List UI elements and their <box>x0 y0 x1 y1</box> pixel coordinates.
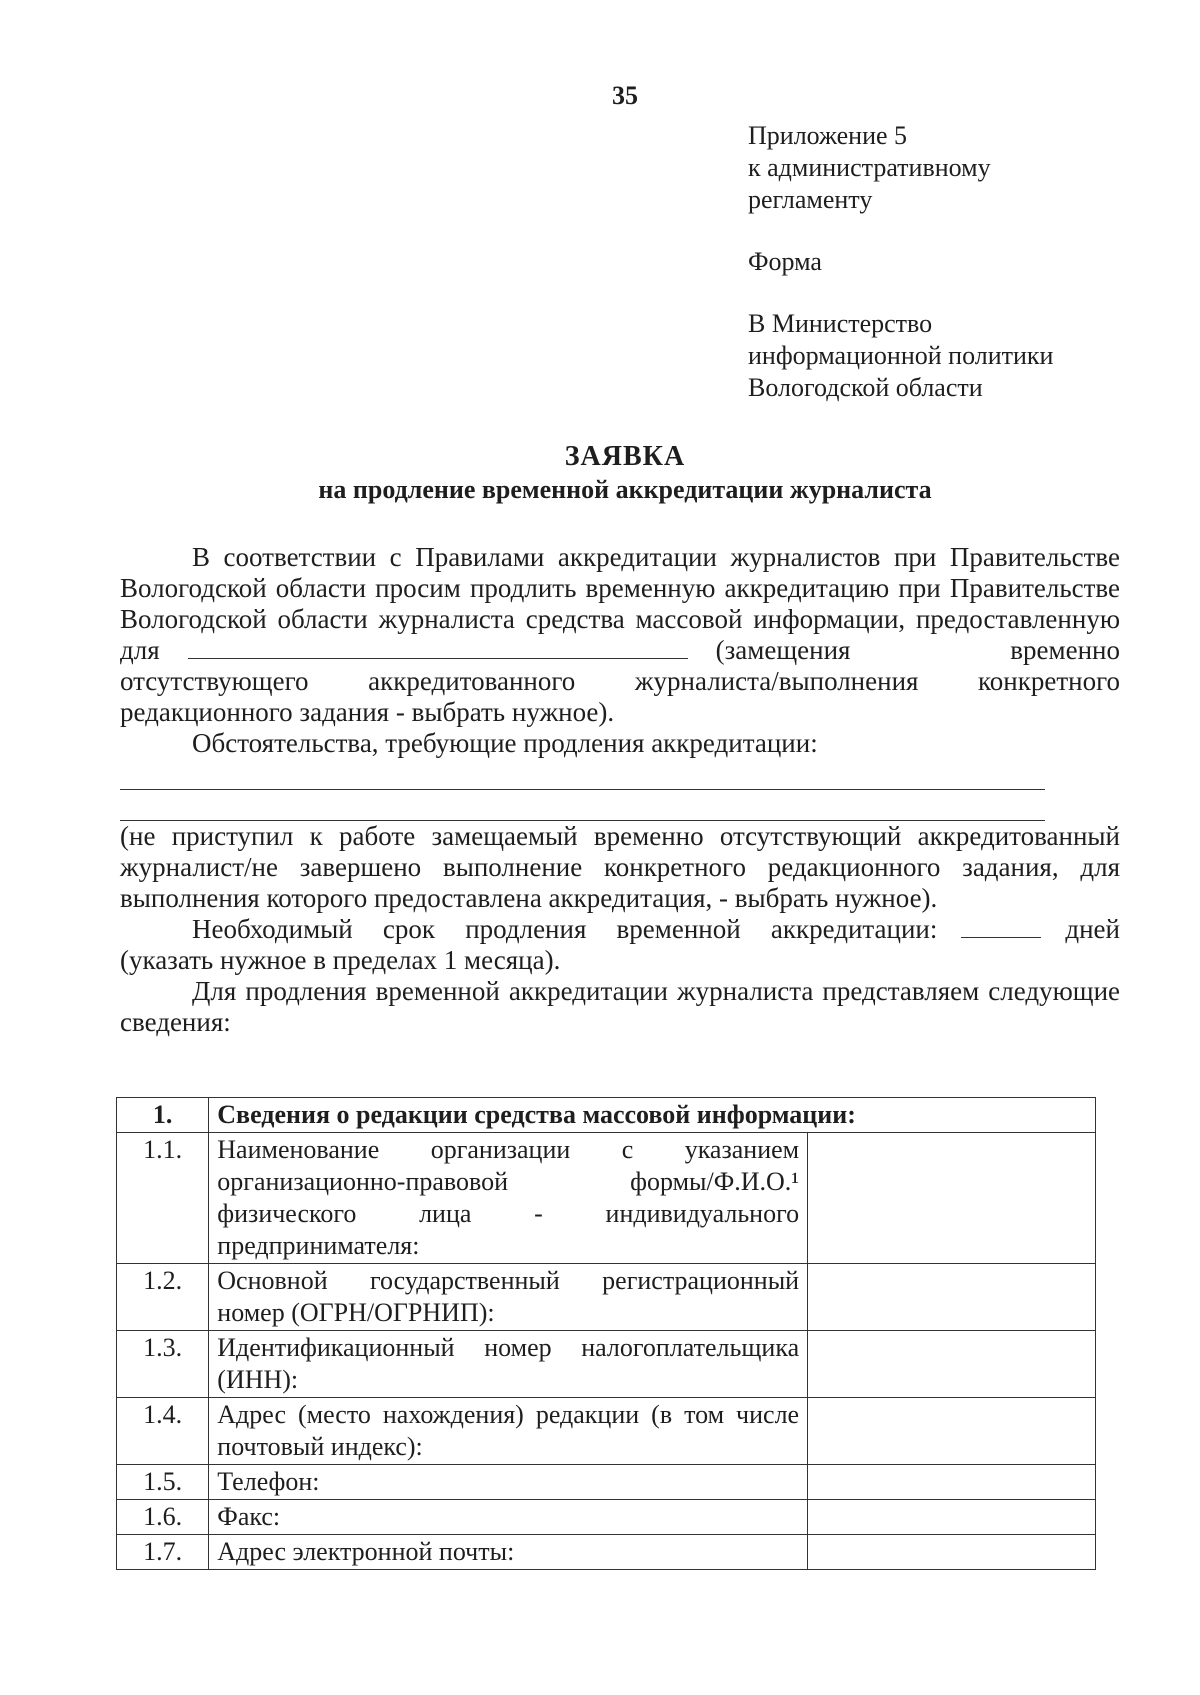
table-cell-value[interactable] <box>808 1398 1096 1465</box>
table-row <box>117 1500 1096 1535</box>
page-number: 35 <box>612 81 638 110</box>
circumstances-blank-line[interactable] <box>120 759 1045 790</box>
attachment-block <box>748 120 1168 404</box>
media-info-table <box>116 1097 1096 1570</box>
table-cell-num: 1.7. <box>117 1535 209 1570</box>
table-cell-value[interactable] <box>808 1465 1096 1500</box>
table-cell-value[interactable] <box>808 1535 1096 1570</box>
table-cell-num: 1.2. <box>117 1264 209 1331</box>
paragraph-text: В соответствии с Правилами аккредитации журналистов при Правительстве Вологодской области просим продлить временную аккредитацию при Правительстве Вологодской области журналиста средства массовой информации, предоставленную для <box>120 542 1120 665</box>
paragraph-text: (замещения временно отсутствующего аккредитованного журналиста/выполнения конкретного редакционного задания - выбрать нужное). <box>120 635 1120 727</box>
attachment-line: Приложение 5 <box>748 121 908 150</box>
paragraph-info: Для продления временной аккредитации журналиста представляем следующие сведения: <box>120 976 1120 1037</box>
paragraph-circumstances: Обстоятельства, требующие продления аккредитации: <box>192 728 818 758</box>
form-label: Форма <box>748 247 822 276</box>
title-main: ЗАЯВКА <box>564 441 686 472</box>
table-cell-value[interactable] <box>808 1500 1096 1535</box>
attachment-line: к административному <box>748 153 991 182</box>
paragraph-text: Необходимый срок продления временной аккредитации: <box>192 914 938 944</box>
circumstances-blank-line[interactable] <box>120 790 1045 821</box>
paragraph-request <box>120 542 1120 728</box>
table-cell-label: Основной государственный регистрационный номер (ОГРН/ОГРНИП): <box>209 1264 808 1331</box>
table-row <box>117 1398 1096 1465</box>
table-cell-num: 1.5. <box>117 1465 209 1500</box>
table-cell-label: Адрес (место нахождения) редакции (в том числе почтовый индекс): <box>209 1398 808 1465</box>
table-row <box>117 1465 1096 1500</box>
table-cell-num: 1. <box>117 1098 209 1133</box>
table-cell-value[interactable] <box>808 1133 1096 1264</box>
table-cell-header: Сведения о редакции средства массовой информации: <box>209 1098 1096 1133</box>
table-cell-label: Адрес электронной почты: <box>209 1535 808 1570</box>
table-row <box>117 1535 1096 1570</box>
table-row <box>117 1264 1096 1331</box>
table-cell-value[interactable] <box>808 1331 1096 1398</box>
table-cell-num: 1.1. <box>117 1133 209 1264</box>
table-cell-num: 1.6. <box>117 1500 209 1535</box>
table-row <box>117 1331 1096 1398</box>
table-row <box>117 1133 1096 1264</box>
addressee-line: В Министерство <box>748 309 933 338</box>
table-cell-label: Факс: <box>209 1500 808 1535</box>
document-body <box>120 542 1120 1038</box>
table-cell-num: 1.4. <box>117 1398 209 1465</box>
days-blank-field[interactable] <box>961 915 1041 938</box>
table-cell-num: 1.3. <box>117 1331 209 1398</box>
attachment-line: регламенту <box>748 185 873 214</box>
table-cell-label: Телефон: <box>209 1465 808 1500</box>
purpose-blank-field[interactable] <box>188 636 688 659</box>
title-sub: на продление временной аккредитации журналиста <box>318 475 932 504</box>
addressee-line: Вологодской области <box>748 373 983 402</box>
table-header-row <box>117 1098 1096 1133</box>
table-cell-value[interactable] <box>808 1264 1096 1331</box>
document-title <box>0 440 1200 506</box>
paragraph-note: (не приступил к работе замещаемый временно отсутствующий аккредитованный журналист/не завершено выполнение конкретного редакционного задания, для выполнения которого предоставлена аккредитация, - выбрать нужное). <box>120 821 1120 913</box>
table-cell-label: Идентификационный номер налогоплательщика (ИНН): <box>209 1331 808 1398</box>
table-cell-label: Наименование организации с указанием организационно-правовой формы/Ф.И.О.¹ физического лица - индивидуального предпринимателя: <box>209 1133 808 1264</box>
paragraph-term <box>120 914 1120 976</box>
addressee-line: информационной политики <box>748 341 1054 370</box>
paragraph-text: дней (указать нужное в пределах 1 месяца). <box>120 914 1120 975</box>
